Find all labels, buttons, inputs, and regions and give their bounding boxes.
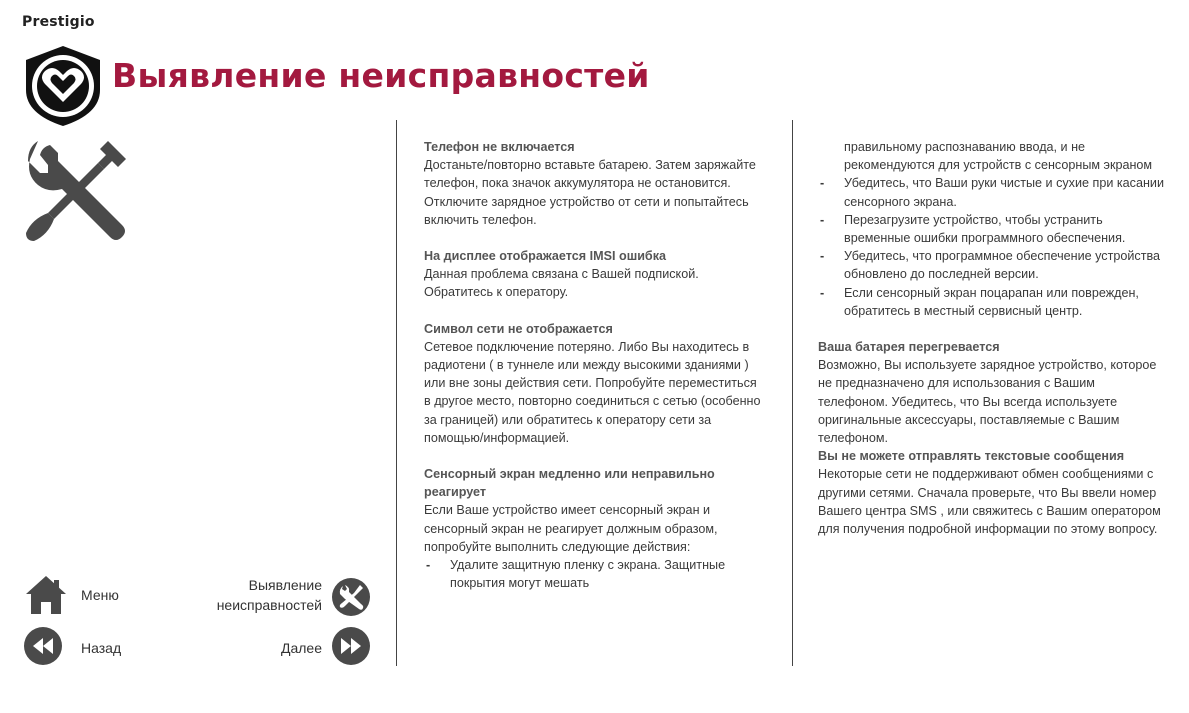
nav-troubleshooting-label-2: неисправностей — [216, 597, 322, 613]
section-body: Данная проблема связана с Вашей подпиской. Обратитесь к оператору. — [424, 267, 699, 300]
section-body: Достаньте/повторно вставьте батарею. Затем заряжайте телефон, пока значок аккумулятора не остановится. Отключите зарядное устройство от сети и попытайтесь включить телефон. — [424, 158, 756, 227]
nav-next[interactable] — [240, 626, 370, 666]
column-divider-right — [792, 120, 793, 666]
home-icon — [24, 574, 68, 616]
nav-next-label: Далее — [280, 640, 322, 656]
section-heading: Символ сети не отображается — [424, 321, 613, 336]
section-body: Сетевое подключение потеряно. Либо Вы находитесь в радиотени ( в туннеле или между высокими зданиями ) или вне зоны действия сети. Попробуйте переместиться в другое место, повторно соединиться с сетью (особенно за границей) или обратитесь к оператору сети за помощью/информацией. — [424, 339, 761, 445]
back-arrows-icon — [24, 627, 62, 665]
list-item: - Убедитесь, что Ваши руки чистые и сухие при касании сенсорного экрана. — [818, 174, 1168, 210]
section-heading: Вы не можете отправлять текстовые сообщения — [818, 449, 1125, 464]
prestigio-logo-icon — [22, 44, 104, 128]
section-body: Если Ваше устройство имеет сенсорный экран и сенсорный экран не реагирует должным образом, попробуйте выполнить следующие действия: — [424, 503, 718, 554]
forward-arrows-icon — [332, 627, 370, 665]
content-column-2 — [818, 138, 1168, 538]
section-heading: Сенсорный экран медленно или неправильно реагирует — [424, 467, 715, 500]
section-heading: На дисплее отображается IMSI ошибка — [424, 249, 667, 264]
list-item: - Перезагрузите устройство, чтобы устранить временные ошибки программного обеспечения. — [818, 211, 1168, 247]
section-heading: Ваша батарея перегревается — [818, 340, 1000, 355]
tools-icon — [24, 137, 130, 243]
nav-back[interactable] — [24, 626, 134, 666]
list-item-continuation: правильному распознаванию ввода, и не рекомендуются для устройств с сенсорным экраном — [844, 140, 1153, 173]
list-item: - Убедитесь, что программное обеспечение устройства обновлено до последней версии. — [818, 247, 1168, 283]
content-column-1 — [424, 138, 762, 592]
tips-list — [818, 174, 1168, 320]
section-body: Возможно, Вы используете зарядное устройство, которое не предназначено для использования с Вашим телефоном. Убедитесь, что Вы всегда используете оригинальные аксессуары, поставляемые с Вашим телефоном. — [818, 358, 1157, 446]
section-body: Некоторые сети не поддерживают обмен сообщениями с другими сетями. Сначала проверьте, что Вы ввели номер Вашего центра SMS , или свяжитесь с Вашим оператором для получения подробной информации по этому вопросу. — [818, 467, 1161, 537]
page-title: Выявление неисправностей — [112, 56, 650, 95]
nav-back-label: Назад — [81, 640, 122, 656]
list-item: - Удалите защитную пленку с экрана. Защитные покрытия могут мешать — [424, 556, 762, 592]
section-heading: Телефон не включается — [424, 140, 575, 154]
nav-troubleshooting[interactable] — [200, 574, 370, 620]
nav-menu-label: Меню — [81, 587, 119, 603]
nav-troubleshooting-label-1: Выявление — [248, 577, 322, 593]
column-divider-left — [396, 120, 397, 666]
tips-list — [424, 556, 762, 592]
nav-menu[interactable] — [24, 572, 134, 616]
tools-small-icon — [332, 578, 370, 616]
brand-name: Prestigio — [22, 14, 95, 30]
list-item: - Если сенсорный экран поцарапан или поврежден, обратитесь в местный сервисный центр. — [818, 284, 1168, 320]
